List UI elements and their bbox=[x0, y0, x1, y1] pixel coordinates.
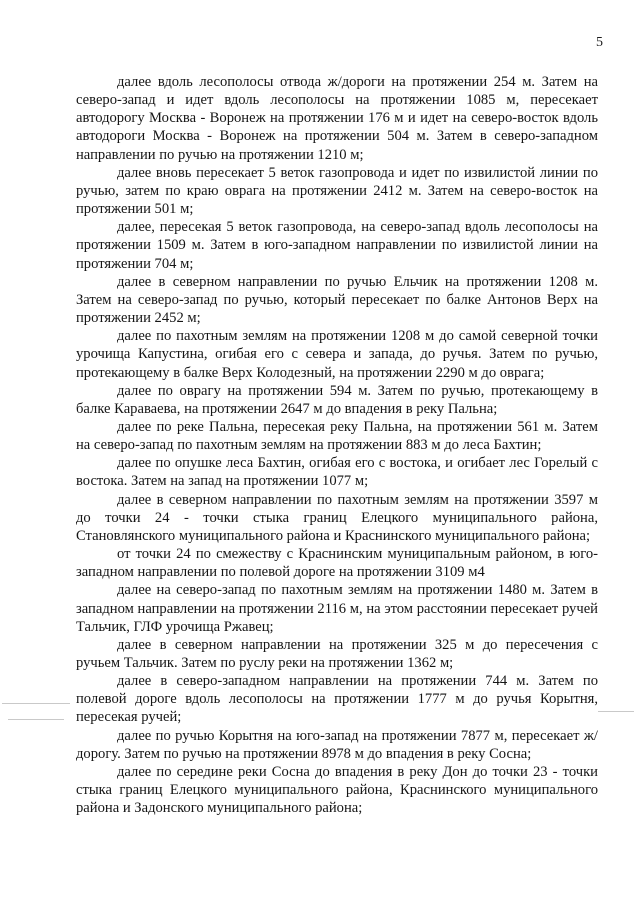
paragraph: далее по оврагу на протяжении 594 м. Затем по ручью, протекающему в балке Караваева, на протяжении 2647 м до впадения в реку Пальна; bbox=[76, 382, 598, 417]
paragraph: далее по пахотным землям на протяжении 1208 м до самой северной точки урочища Капустина, огибая его с севера и запада, до ручья. Затем по ручью, протекающему в балке Верх Колодезный, на протяжении 2290 м до оврага; bbox=[76, 328, 598, 381]
paragraph: далее, пересекая 5 веток газопровода, на северо-запад вдоль лесополосы на протяжении 1509 м. Затем в юго-западном направлении по извилистой линии на протяжении 704 м; bbox=[76, 219, 598, 272]
paragraph: далее по ручью Корытня на юго-запад на протяжении 7877 м, пересекает ж/дорогу. Затем по ручью на протяжении 8978 м до впадения в реку Сосна; bbox=[76, 727, 598, 762]
paragraph: от точки 24 по смежеству с Краснинским муниципальным районом, в юго-западном направлении по полевой дороге на протяжении 3109 м4 bbox=[76, 546, 598, 581]
paragraph: далее по середине реки Сосна до впадения в реку Дон до точки 23 - точки стыка границ Елецкого муниципального района, Краснинского муниципального района и Задонского муниципального района; bbox=[76, 763, 598, 817]
paragraph: далее по реке Пальна, пересекая реку Пальна, на протяжении 561 м. Затем на северо-запад по пахотным землям на протяжении 883 м до леса Бахтин; bbox=[76, 418, 598, 454]
paragraph: далее в северо-западном направлении на протяжении 744 м. Затем по полевой дороге вдоль лесополосы на протяжении 1777 м до ручья Корытня, пересекая ручей; bbox=[76, 673, 598, 726]
scan-artifact-left bbox=[2, 703, 70, 704]
paragraph: далее в северном направлении на протяжении 325 м до пересечения с ручьем Тальчик. Затем по руслу реки на протяжении 1362 м; bbox=[76, 636, 598, 671]
paragraph: далее по опушке леса Бахтин, огибая его с востока, и огибает лес Горелый с востока. Затем на запад на протяжении 1077 м; bbox=[76, 455, 598, 490]
paragraph: далее в северном направлении по ручью Ельчик на протяжении 1208 м. Затем на северо-запад по ручью, который пересекает по балке Антонов Верх на протяжении 2452 м; bbox=[76, 273, 598, 327]
paragraph: далее вновь пересекает 5 веток газопровода и идет по извилистой линии по ручью, затем по краю оврага на протяжении 2412 м. Затем на северо-восток на протяжении 501 м; bbox=[76, 164, 598, 218]
page-number: 5 bbox=[596, 35, 603, 50]
scan-artifact-left bbox=[8, 719, 64, 720]
paragraph: далее на северо-запад по пахотным землям на протяжении 1480 м. Затем в западном направлении на протяжении 2116 м, на этом расстоянии пересекает ручей Тальчик, ГЛФ урочища Ржавец; bbox=[76, 582, 598, 635]
paragraph: далее в северном направлении по пахотным землям на протяжении 3597 м до точки 24 - точки стыка границ Елецкого муниципального района, Становлянского муниципального района и Краснинского муниципального района; bbox=[76, 491, 598, 544]
paragraph: далее вдоль лесополосы отвода ж/дороги на протяжении 254 м. Затем на северо-запад и идет вдоль лесополосы на протяжении 1085 м, пересекает автодорогу Москва - Воронеж на протяжении 176 м и идет на северо-восток вдоль автодороги Москва - Воронеж на протяжении 504 м. Затем в северо-западном направлении по ручью на протяжении 1210 м; bbox=[76, 74, 598, 163]
document-body bbox=[76, 73, 598, 817]
scan-artifact-right bbox=[598, 711, 634, 712]
